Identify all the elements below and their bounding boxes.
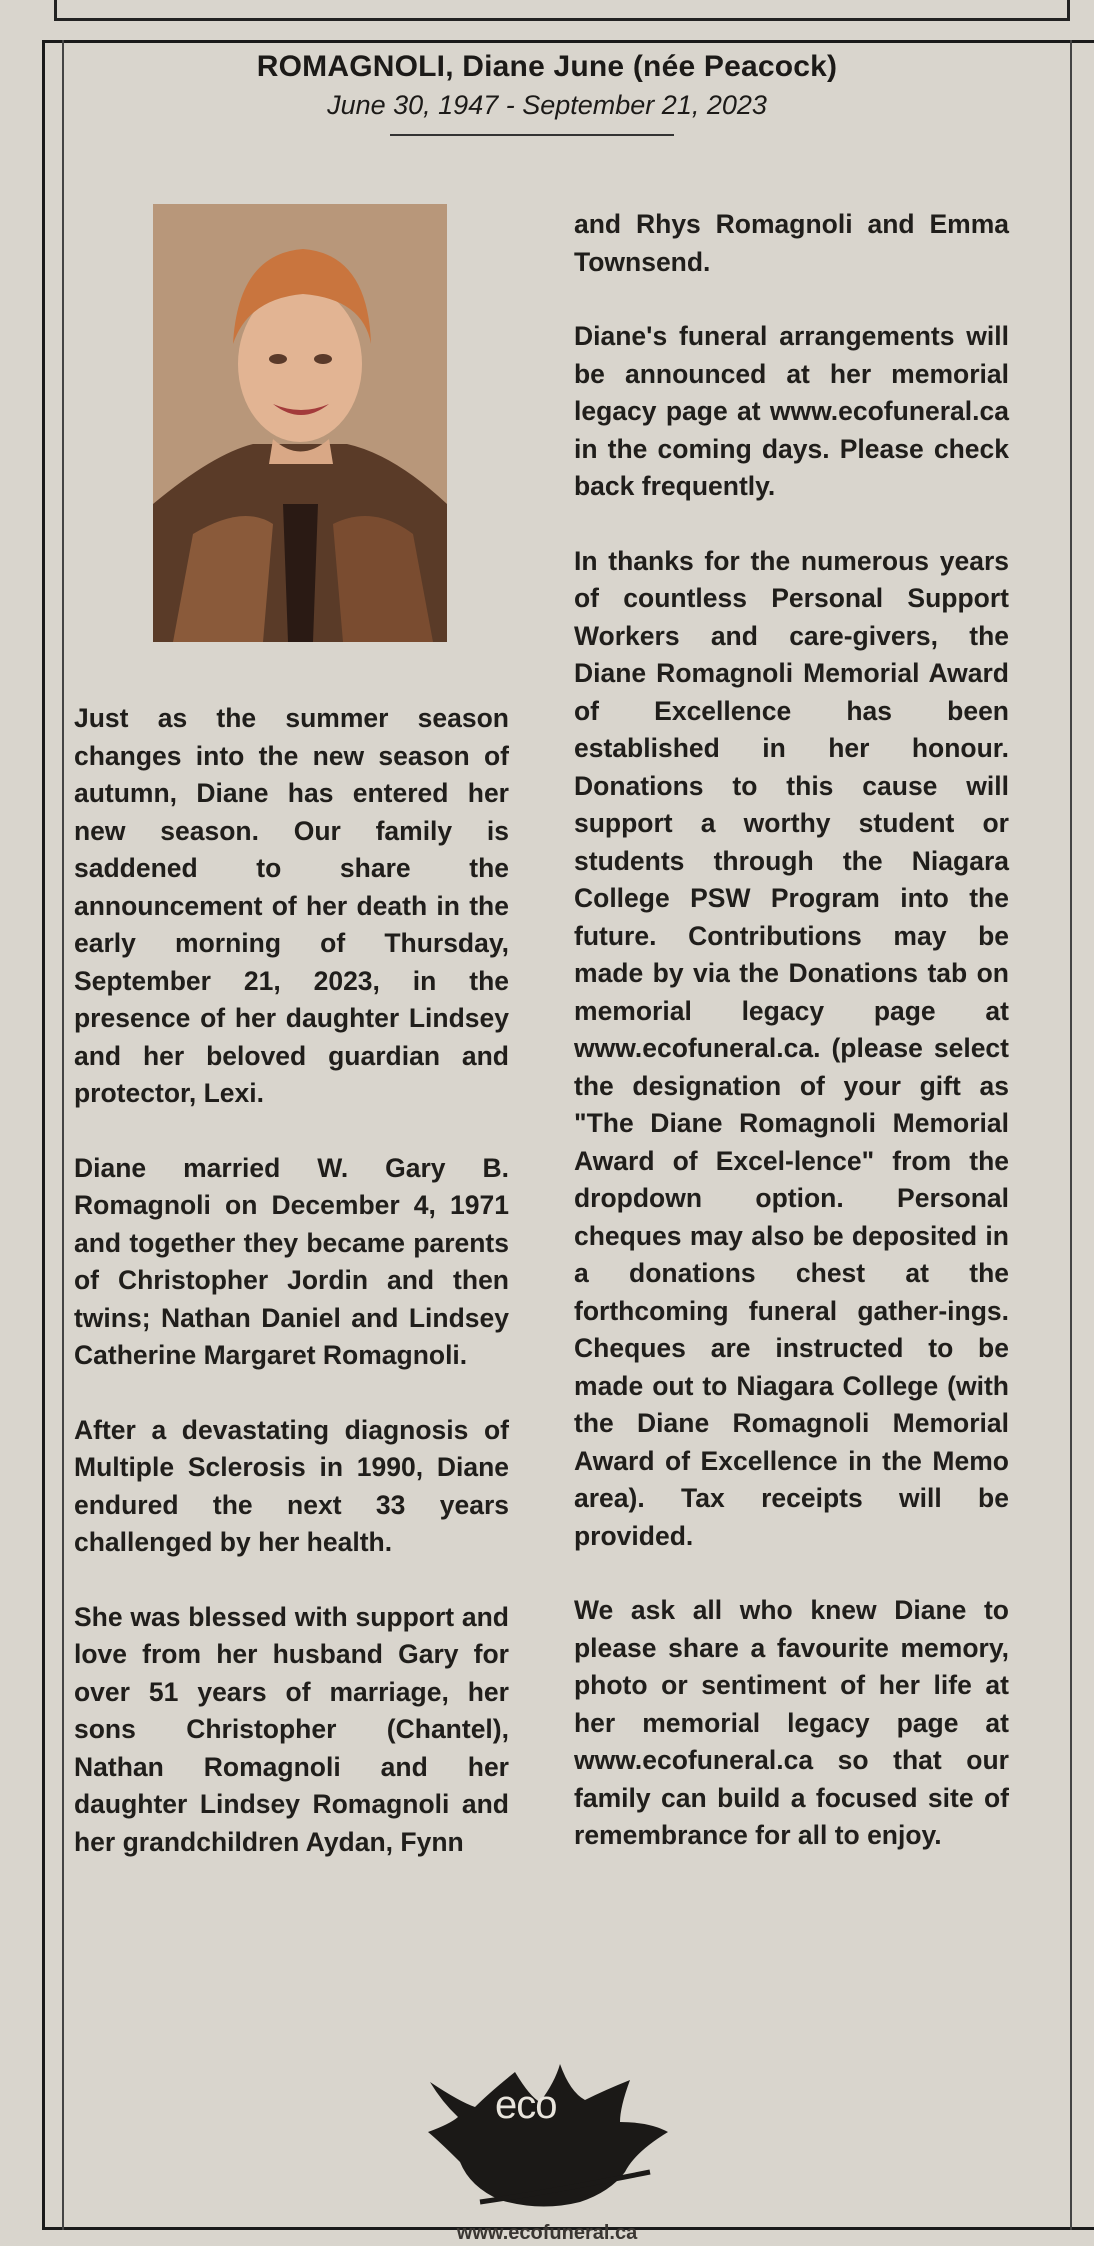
right-text-column [574,206,1009,1892]
left-text-column [74,700,509,1898]
eco-logo-text: eco [495,2083,557,2127]
portrait-photo [153,204,447,642]
paragraph: Just as the summer season changes into the new season of autumn, Diane has entered her new season. Our family is saddened to share the announcement of her death in the early morning of Thursday, September 21, 2023, in the presence of her daughter Lindsey and her beloved guardian and protector, Lexi. [74,703,509,1108]
paragraph: She was blessed with support and love from her husband Gary for over 51 years of marriage, her sons Christopher (Chantel), Nathan Romagnoli and her daughter Lindsey Romagnoli and her grandchildren Aydan, Fynn [74,1601,509,1857]
previous-ad-border [54,0,1070,21]
paragraph: Diane's funeral arrangements will be announced at her memorial legacy page at www.ecofuneral.ca in the coming days. Please check back frequently. [574,321,1009,501]
paragraph: and Rhys Romagnoli and Emma Townsend. [574,209,1009,277]
paragraph: Diane married W. Gary B. Romagnoli on December 4, 1971 and together they became parents of Christopher Jordin and then twins; Nathan Daniel and Lindsey Catherine Margaret Romagnoli. [74,1152,509,1370]
obituary-name: ROMAGNOLI, Diane June (née Peacock) [256,50,838,83]
paragraph: After a devastating diagnosis of Multiple Sclerosis in 1990, Diane endured the next 33 years challenged by her health. [74,1414,509,1557]
paragraph: In thanks for the numerous years of countless Personal Support Workers and care-givers, the Diane Romagnoli Memorial Award of Excellence has been established in her honour. Donations to this cause will support a worthy student or students through the Niagara College PSW Program into the future. Contributions may be made by via the Donations tab on memorial legacy page at www.ecofuneral.ca. (please select the designation of your gift as "The Diane Romagnoli Memorial Award of Excel-lence" from the dropdown option. Personal cheques may also be deposited in a donations chest at the forthcoming funeral gather-ings. Cheques are instructed to be made out to Niagara College (with the Diane Romagnoli Memorial Award of Excellence in the Memo area). Tax receipts will be provided. [574,545,1009,1551]
footer-url-link[interactable]: www.ecofuneral.ca [456,2222,638,2244]
paragraph: We ask all who knew Diane to please share a favourite memory, photo or sentiment of her life at her memorial legacy page at www.ecofuneral.ca so that our family can build a focused site of remembrance for all to enjoy. [574,1595,1009,1850]
life-dates: June 30, 1947 - September 21, 2023 [327,90,767,120]
title-divider [390,134,674,136]
